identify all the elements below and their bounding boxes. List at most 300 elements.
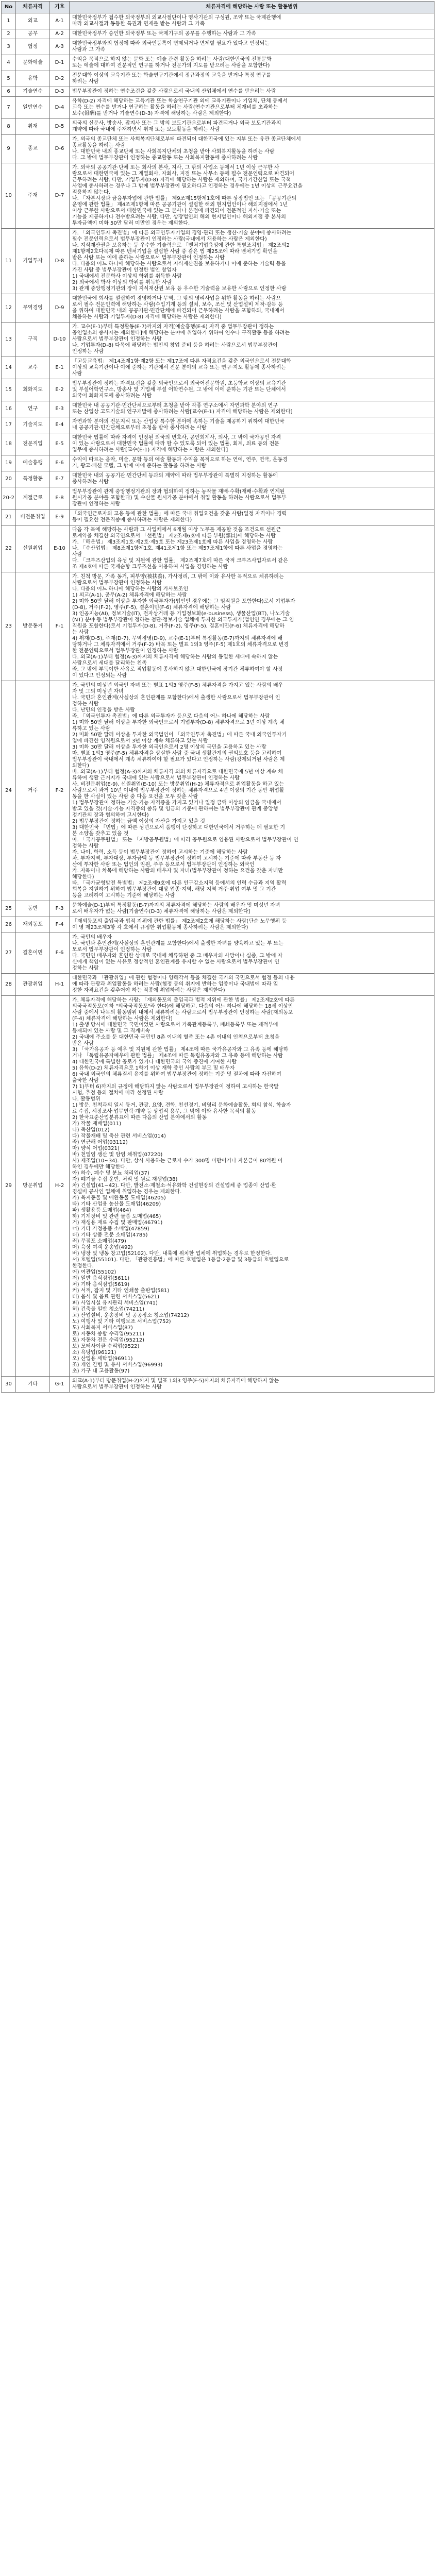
- status-name: 계절근로: [16, 487, 50, 510]
- table-row: [2, 135, 434, 163]
- description-line: 가진 사람 중 법무부장관이 인정한 법인 창업자: [72, 267, 177, 273]
- status-code: F-1: [50, 572, 70, 681]
- table-row: [2, 163, 434, 229]
- description-line: 버) 냉장 및 냉동 창고업(52102). 다만, 내륙에 위치한 업체에 취업하는 경우로 한정한다.: [72, 1251, 272, 1257]
- description-line: 사. 비전문취업(E-9), 선원취업(E-10) 또는 방문취업(H-2) 체류자격으로 취업활동을 하고 있는: [72, 782, 285, 787]
- row-number: 9: [2, 135, 16, 163]
- row-number: 18: [2, 433, 16, 455]
- status-name: 문화예술: [16, 55, 50, 71]
- row-number: 14: [2, 357, 16, 379]
- table-body: [2, 13, 434, 1393]
- description-line: 을 위하여 대한민국 내의 공공기관·민간단체에 파견되어 근무하려는 사람을 포함하되, 국내에서: [72, 308, 285, 314]
- row-number: 20: [2, 471, 16, 487]
- description-line: 시험, 추첨 등의 절차에 따라 선정된 사람: [72, 1090, 163, 1096]
- description-line: 모) 자동차 전문 수리업(95212): [72, 1337, 144, 1343]
- description-line: 라. 그 밖에 부득이한 사유로 직업활동에 종사하지 않고 대한민국에 장기간 체류하여야 할 사정: [72, 667, 283, 672]
- description-line: 산에 투자한 사람 또는 법인의 임원, 주주 등으로서 법무부장관이 인정하는 외국인: [72, 862, 255, 868]
- description-line: 바. 외교(A-1)부터 협정(A-3)까지의 체류자격 외의 체류자격으로 대한민국에 5년 이상 계속 체: [72, 769, 283, 775]
- row-number: 7: [2, 97, 16, 119]
- description-line: 사) 제조업(10~34). 다만, 상시 사용하는 근로자 수가 300명 미만이거나 자본금이 80억원 이: [72, 1158, 283, 1164]
- description-line: 외국어 회화지도에 종사하려는 사람: [72, 393, 152, 399]
- description-line: 법무부장관이 정하는 자격요건을 갖춘 외국인으로서 외국어전문학원, 초등학교 이상의 교육기관: [72, 381, 287, 386]
- description-line: 원시가공 분야를 포함한다) 및 수산물 원시가공 분야에서 취업 활동을 하려는 사람으로서 법무부: [72, 495, 287, 501]
- visa-status-table: [1, 1, 434, 1393]
- status-name: 방문동거: [16, 572, 50, 681]
- table-row: [2, 323, 434, 357]
- description-line: 하인 경우에만 해당한다.: [72, 1164, 127, 1170]
- status-code: F-3: [50, 901, 70, 917]
- description-line: 너) 기타 가정용품 소매업(47859): [72, 1226, 149, 1232]
- description-line: 하려는 사람: [72, 79, 99, 84]
- table-row: [2, 510, 434, 526]
- description-line: 나. 「수산업법」 제8조제1항제1호, 제41조제1항 또는 제57조제1항에 따른 사업을 경영하는: [72, 546, 283, 551]
- table-row: [2, 13, 434, 29]
- description-line: 거나 「독립유공자예우에 관한 법률」 제4조에 따른 독립유공자와 그 유족 등에 해당하는 사람: [72, 1053, 283, 1059]
- status-code: E-10: [50, 526, 70, 572]
- status-name: 무역경영: [16, 294, 50, 323]
- description-line: 라) 연근해 어업(03112): [72, 1140, 128, 1145]
- status-description: [70, 917, 434, 933]
- row-number: 1: [2, 13, 16, 29]
- description-line: 대한민국정부와의 협정에 따라 외국인등록이 면제되거나 면제할 필요가 있다고 인정되는: [72, 41, 270, 46]
- description-line: 1) 국내에서 전문학사 이상의 학위를 취득한 사람: [72, 274, 182, 279]
- table-row: [2, 917, 434, 933]
- description-line: 문화예술(D-1)부터 특정활동(E-7)까지의 체류자격에 해당하는 사람의 배우자 및 미성년 자녀: [72, 903, 280, 908]
- description-line: 자. 나이, 학력, 소득 등이 법무부장관이 정하여 고시하는 기준에 해당하는 사람: [72, 850, 248, 855]
- description-line: 제1항제2호다목에 따른 벤처기업을 설립한 사람 중 같은 법 제25조에 따라 벤처기업 확인을: [72, 249, 278, 255]
- description-line: 2) 한국표준산업분류표에 따른 다음의 산업 분야에서의 활동: [72, 1115, 207, 1121]
- description-line: 초) 가구 내 고용활동(97): [72, 1368, 130, 1374]
- description-line: 사람과 그 가족: [72, 47, 106, 53]
- description-line: 류하고 있는 사람: [72, 726, 110, 732]
- status-code: E-1: [50, 357, 70, 379]
- description-line: 2) 외국에서 학사 이상의 학위를 취득한 사람: [72, 280, 172, 285]
- description-line: 사람: [72, 371, 82, 377]
- description-line: 경설비 공사인 업체에 취업하는 경우는 제외한다.: [72, 1189, 182, 1195]
- table-row: [2, 471, 434, 487]
- table-row: [2, 401, 434, 417]
- description-line: 이 있다고 인정되는 사람: [72, 673, 127, 679]
- table-row: [2, 357, 434, 379]
- status-name: 선원취업: [16, 526, 50, 572]
- description-line: 따라 외교사절과 동등한 특권과 면제를 받는 사람과 그 가족: [72, 21, 205, 27]
- table-header-row: [2, 2, 434, 13]
- description-line: 사업에 종사하려는 경우나 그 밖에 법무부장관이 필요하다고 인정하는 경우에는 1년 이상의 근무요건을: [72, 183, 303, 189]
- description-line: 한 전문인력으로서 법무부장관이 인정하는 사람: [72, 648, 178, 654]
- description-line: 다. 「크루즈산업의 육성 및 지원에 관한 법률」 제2조제7호에 따른 국적 크루즈사업자로서 같은: [72, 558, 288, 564]
- description-line: 나. 국민과 혼인관계(사실상의 혼인관계를 포함한다)에서 출생한 자녀를 양육하고 있는 부 또는: [72, 941, 283, 946]
- description-line: 교육 또는 연수를 받거나 연구하는 활동을 하려는 사람(연수기관으로부터 체재비를 초과하는: [72, 105, 278, 110]
- description-line: 당하거나 그 체류자격에서 거주(F-2) 바목 또는 별표 1의3 영주(F-5) 제1호의 체류자격으로 변경: [72, 642, 289, 648]
- description-line: 나. 활동범위: [72, 1096, 101, 1102]
- description-line: 정기관의 장과 협의하여 고시한다): [72, 812, 149, 818]
- description-line: 1) 출생 당시에 대한민국 국민이었던 사람으로서 가족관계등록부, 폐쇄등록부 또는 제적부에: [72, 1022, 278, 1028]
- description-line: 파) 생활용품 도매업(464): [72, 1208, 131, 1213]
- status-name: 비전문취업: [16, 510, 50, 526]
- description-line: 신에게 책임이 없는 사유로 정상적인 혼인관계를 유지할 수 없는 사람으로서 법무부장관이 인: [72, 959, 280, 965]
- description-line: 동을 한 사실이 있는 사람 중 다음 요건을 모두 갖춘 사람: [72, 794, 198, 800]
- row-number: 6: [2, 87, 16, 97]
- status-name: 외교: [16, 13, 50, 29]
- description-line: 7) 1)부터 6)까지의 규정에 해당하지 않는 사람으로서 법무부장관이 정하여 고시하는 한국말: [72, 1084, 279, 1090]
- status-description: [70, 71, 434, 87]
- header-description: 체류자격에 해당하는 사람 또는 활동범위: [70, 2, 434, 13]
- status-name: 재외동포: [16, 917, 50, 933]
- description-line: 저) 일반 음식점업(5611): [72, 1276, 130, 1281]
- description-line: 받은 사람: [72, 1041, 94, 1046]
- description-line: 허) 건축물 일반 청소업(74211): [72, 1307, 144, 1312]
- description-line: 기, 광고·패션 모델, 그 밖에 이에 준하는 활동을 하려는 사람: [72, 463, 207, 469]
- description-line: 법무부장관이 관계 중앙행정기관의 장과 협의하여 정하는 농작물 재배·수확(재배·수확과 연계된: [72, 489, 285, 495]
- description-line: 가. 외국의 공공기관·단체 또는 회사의 본사, 지사, 그 밖의 사업소 등에서 1년 이상 근무한 사: [72, 165, 279, 171]
- status-code: E-7: [50, 471, 70, 487]
- description-line: 다. 난민의 인정을 받은 사람: [72, 707, 136, 713]
- status-name: 관광취업: [16, 974, 50, 996]
- description-line: 4) 대한민국에 특별한 공로가 있거나 대한민국의 국익 증진에 기여한 사람: [72, 1059, 237, 1065]
- description-line: 2) 국내에 주소를 둔 대한민국 국민인 8촌 이내의 혈족 또는 4촌 이내의 인척으로부터 초청을: [72, 1035, 280, 1040]
- description-line: 나) 축산업(012): [72, 1127, 110, 1133]
- description-line: 어) 여관업(55102): [72, 1269, 116, 1275]
- description-line: 필수 전문인력으로서 법무부장관이 인정하는 사람(국내에서 채용하는 사람은 제외한다): [72, 236, 267, 242]
- status-name: 예술흥행: [16, 455, 50, 471]
- description-line: 사람으로서 법무부장관이 인정하는 사람: [72, 1384, 162, 1390]
- table-row: [2, 996, 434, 1377]
- description-line: 대한민국정부가 승인한 외국정부 또는 국제기구의 공무를 수행하는 사람과 그 가족: [72, 31, 257, 37]
- description-line: 받은 사람 또는 이에 준하는 사람으로서 법무부장관이 인정하는 사람: [72, 255, 225, 261]
- status-description: [70, 163, 434, 229]
- row-number: 13: [2, 323, 16, 357]
- status-description: [70, 1377, 434, 1393]
- description-line: 장관이 인정하는 사람: [72, 501, 121, 507]
- status-description: [70, 487, 434, 510]
- description-line: 3) 「국가유공자 등 예우 및 지원에 관한 법률」 제4조에 따른 국가유공자와 그 유족 등에 해당하: [72, 1047, 289, 1053]
- description-line: 법무부장관이 국내에서 계속 체류하여야 할 필요가 있다고 인정하는 사람(강제퇴거된 사람은 제: [72, 757, 285, 762]
- description-line: 자 및 그의 미성년 자녀: [72, 689, 124, 694]
- description-line: 회복을 지원하기 위하여 법무부장관이 대상 업종·지역, 해당 지역 거주·취업 여부 및 그 기간: [72, 887, 276, 892]
- status-description: [70, 87, 434, 97]
- description-line: 바) 천일염 생산 및 암염 채취업(07220): [72, 1152, 163, 1158]
- description-line: 다. 다음의 어느 하나에 해당하는 사람으로서 지식재산권을 보유하거나 이에 준하는 기술력 등을: [72, 261, 286, 267]
- row-number: 29: [2, 996, 16, 1377]
- description-line: 타) 기타 산업용 농산물 도매업(46209): [72, 1201, 161, 1207]
- row-number: 10: [2, 163, 16, 229]
- description-line: 업에 파견한 임직원으로서 3년 이상 계속 체류하고 있는 사람: [72, 738, 208, 744]
- description-line: 또는 예술에 대하여 전문적인 연구를 하거나 전문가의 지도를 받으려는 사람을 포함한다): [72, 63, 270, 69]
- description-line: 전문대학 이상의 교육기관 또는 학술연구기관에서 정규과정의 교육을 받거나 특정 연구를: [72, 73, 272, 78]
- description-line: 가. 친척 방문, 가족 동거, 피부양(被扶養), 가사정리, 그 밖에 이와 유사한 목적으로 체류하려는: [72, 574, 284, 580]
- description-line: 보수(報酬)를 받거나 기술연수(D-3) 자격에 해당하는 사람은 제외한다): [72, 111, 231, 116]
- header-status-name: 체류자격: [16, 2, 50, 13]
- description-line: 에 따라 관광과 취업활동을 하려는 사람(협정 등의 취지에 반하는 업종이나 국내법에 따라 일: [72, 981, 278, 987]
- description-line: 모로서 법무부장관이 인정하는 사람: [72, 947, 152, 953]
- status-name: 특정활동: [16, 471, 50, 487]
- table-row: [2, 39, 434, 55]
- status-name: 공무: [16, 29, 50, 39]
- table-row: [2, 1377, 434, 1393]
- description-line: 1) 외교(A-1), 공무(A-2) 체류자격에 해당하는 사람: [72, 592, 188, 598]
- description-line: 업무에 종사하려는 사람[교수(E-1) 자격에 해당하는 사람은 제외한다]: [72, 447, 228, 453]
- table-row: [2, 933, 434, 974]
- description-line: 커) 서적, 잡지 및 기타 인쇄물 출판업(581): [72, 1288, 170, 1294]
- status-code: A-3: [50, 39, 70, 55]
- description-line: 머) 육상 여객 운송업(492): [72, 1245, 133, 1250]
- row-number: 28: [2, 974, 16, 996]
- status-code: F-2: [50, 681, 70, 901]
- description-line: 운영에 관한 법률」 제4조제1항에 따른 공공기관이 설립한 해외 현지법인이나 해외지점에서 1년: [72, 202, 288, 208]
- description-line: 또는 산업상 고도기술의 연구개발에 종사하려는 사람[교수(E-1) 자격에 해당하는 사람은 제외한다]: [72, 409, 293, 415]
- description-line: 대한민국 법률에 따라 자격이 인정된 외국의 변호사, 공인회계사, 의사, 그 밖에 국가공인 자격: [72, 435, 281, 440]
- description-line: 인정하는 사람: [72, 349, 104, 354]
- description-line: 3) 관계 중앙행정기관의 장이 지식재산권 보유 등 우수한 기술력을 보유한 사람으로 인정한 사람: [72, 286, 287, 292]
- status-code: H-2: [50, 996, 70, 1377]
- status-name: 기업투자: [16, 229, 50, 294]
- row-number: 24: [2, 681, 16, 901]
- description-line: 보) 모터사이클 수리업(9522): [72, 1344, 140, 1349]
- description-line: 사람 중에서 나목의 활동범위 내에서 체류하려는 사람으로서 법무부장관이 인정하는 사람[재외동포: [72, 1010, 293, 1015]
- description-line: 가. 교수(E-1)부터 특정활동(E-7)까지의 자격[예술흥행(E-6) 자격 중 법무부장관이 정하는: [72, 324, 274, 330]
- description-line: 자) 폐기물 수집 운반, 처리 및 원료 재생업(38): [72, 1177, 178, 1182]
- description-line: 기능을 제공하거나 전수받으려는 사람. 다만, 상장법인의 해외 현지법인이나 해외지점 중 본사의: [72, 214, 286, 220]
- description-line: 3) 미화 30만 달러 이상을 투자한 외국인으로서 2명 이상의 국민을 고용하고 있는 사람: [72, 744, 266, 750]
- status-description: [70, 681, 434, 901]
- description-line: 도) 사회복지 서비스업(87): [72, 1325, 133, 1331]
- status-description: [70, 294, 434, 323]
- description-line: 종사하려는 사람: [72, 479, 109, 485]
- status-name: 기술지도: [16, 417, 50, 433]
- description-line: 정하는 사람: [72, 701, 99, 707]
- status-description: [70, 901, 434, 917]
- description-line: 「재외동포의 출입국과 법적 지위에 관한 법률」 제2조제2호에 해당하는 사람(단순 노무행위 등: [72, 919, 287, 924]
- status-name: 취재: [16, 119, 50, 135]
- description-line: 로계약을 체결한 외국인으로서 「선원법」 제2조제6호에 따른 부원(部員)에 해당하는 사람: [72, 533, 276, 539]
- description-line: 류하여 생활 근거지가 국내에 있는 사람으로서 법무부장관이 인정하는 사람: [72, 775, 240, 781]
- description-line: 나. 기업투자(D-8) 다목에 해당하는 법인의 창업 준비 등을 하려는 사람으로서 법무부장관이: [72, 343, 278, 348]
- status-description: [70, 417, 434, 433]
- description-line: 등을 고려하여 고시하는 기준에 해당하는 사람: [72, 893, 175, 899]
- description-line: 수익을 목적으로 하지 않는 문화 또는 예술 관련 활동을 하려는 사람(대한민국의 전통문화: [72, 57, 272, 62]
- description-line: 외국국적동포(이하 "외국국적동포"라 한다)에 해당하고, 다음의 어느 하나에 해당하는 18세 이상인: [72, 1004, 293, 1009]
- status-code: E-5: [50, 433, 70, 455]
- row-number: 15: [2, 379, 16, 401]
- description-line: 거) 재생용 재료 수집 및 판매업(46791): [72, 1220, 163, 1226]
- description-line: 대한민국에 회사를 설립하여 경영하거나 무역, 그 밖의 영리사업을 위한 활동을 하려는 사람으: [72, 296, 281, 301]
- status-description: [70, 510, 434, 526]
- description-line: 외국의 신문사, 방송사, 잡지사 또는 그 밖의 보도기관으로부터 파견되거나 외국 보도기관과의: [72, 121, 281, 126]
- description-line: 1) 법무부장관이 정하는 기술·기능 자격증을 가지고 있거나 일정 금액 이상의 임금을 국내에서: [72, 800, 281, 806]
- description-line: 유학(D-2) 자격에 해당하는 교육기관 또는 학술연구기관 외에 교육기관이나 기업체, 단체 등에서: [72, 98, 288, 104]
- status-description: [70, 471, 434, 487]
- status-name: 거주: [16, 681, 50, 901]
- status-code: D-5: [50, 119, 70, 135]
- row-number: 17: [2, 417, 16, 433]
- description-line: 투자금액이 미화 50만 달러 미만인 경우는 제외한다.: [72, 221, 190, 226]
- description-line: 는 사람: [72, 630, 89, 635]
- status-name: 동반: [16, 901, 50, 917]
- status-description: [70, 357, 434, 379]
- description-line: 사람으로서 세대를 달리하는 친족: [72, 660, 147, 666]
- description-line: 정한 자격요건을 갖추어야 하는 직종에 취업하려는 사람은 제외한다): [72, 988, 225, 993]
- row-number: 30: [2, 1377, 16, 1393]
- description-line: 3) 대한민국 「민법」에 따른 성년으로서 품행이 단정하고 대한민국에서 거주하는 데 필요한 기: [72, 825, 285, 831]
- description-line: 러) 무점포 소매업(479): [72, 1239, 126, 1244]
- status-name: 유학: [16, 71, 50, 87]
- description-line: 터) 음식 및 음료 관련 서비스업(5621): [72, 1294, 159, 1300]
- description-line: 「고등교육법」 제14조제1항·제2항 또는 제17조에 따른 자격요건을 갖춘 외국인으로서 전문대학: [72, 359, 291, 364]
- description-line: 사람으로서 법무부장관이 인정하는 사람: [72, 580, 162, 586]
- table-row: [2, 487, 434, 510]
- description-line: 아. 「국가공무원법」 또는 「지방공무원법」에 따라 공무원으로 임용된 사람으로서 법무부장관이 인: [72, 837, 298, 843]
- description-line: 다음 각 목에 해당하는 사람과 그 사업체에서 6개월 이상 노무를 제공할 것을 조건으로 선원근: [72, 527, 281, 533]
- row-number: 11: [2, 229, 16, 294]
- description-line: 3) 인공지능(AI), 정보기술(IT), 전자상거래 등 기업정보화(e-business), 생물산업(BT), 나노기술: [72, 611, 290, 617]
- description-line: 외교(A-1)부터 방문취업(H-2)까지 및 별표 1의3 영주(F-5)까지의 체류자격에 해당하지 않는: [72, 1378, 279, 1384]
- status-code: D-1: [50, 55, 70, 71]
- description-line: 5) 유학(D-2) 체류자격으로 1학기 이상 재학 중인 사람의 부모 및 배우자: [72, 1065, 235, 1071]
- description-line: 아) 하수, 폐수 및 분뇨 처리업(37): [72, 1171, 149, 1176]
- description-line: 직원을 포함한다)로서 기업투자(D-8), 거주(F-2), 영주(F-5), 결혼이민(F-6) 체류자격에 해당하: [72, 623, 285, 629]
- row-number: 27: [2, 933, 16, 974]
- row-number: 3: [2, 39, 16, 55]
- description-line: 다. 국민인 배우자와 혼인한 상태로 국내에 체류하던 중 그 배우자의 사망이나 실종, 그 밖에 자: [72, 953, 283, 959]
- description-line: 이 영 제23조제3항 각 호에서 규정한 취업활동에 종사하려는 사람은 제외한다): [72, 925, 248, 930]
- status-code: E-2: [50, 379, 70, 401]
- status-code: D-2: [50, 71, 70, 87]
- description-line: 계약에 따라 국내에 주재하면서 취재 또는 보도활동을 하려는 사람: [72, 127, 220, 132]
- status-code: E-6: [50, 455, 70, 471]
- description-line: 카. 자목이나 차목에 해당하는 사람의 배우자 및 자녀(법무부장관이 정하는 요건을 갖춘 자녀만: [72, 868, 283, 874]
- status-code: E-3: [50, 401, 70, 417]
- description-line: 적용하지 않는다.: [72, 190, 110, 195]
- description-line: (F-4) 체류자격에 해당하는 사람은 제외한다]: [72, 1016, 173, 1022]
- header-no: No: [2, 2, 16, 13]
- description-line: 나. 지식재산권을 보유하는 등 우수한 기술력으로 「벤처기업육성에 관한 특별조치법」 제2조의2: [72, 243, 290, 248]
- description-line: 공연업소의 종사자는 제외한다]에 해당하는 분야에 취업하기 위하여 연수나 구직활동 등을 하려는: [72, 330, 290, 336]
- row-number: 4: [2, 55, 16, 71]
- status-name: 결혼이민: [16, 933, 50, 974]
- description-line: 사람: [72, 552, 82, 557]
- status-description: [70, 55, 434, 71]
- description-line: 한정한다.: [72, 1263, 94, 1269]
- header-status-code: 기호: [50, 2, 70, 13]
- description-line: 채용하는 사람과 기업투자(D-8) 자격에 해당하는 사람은 제외한다): [72, 314, 222, 320]
- status-description: [70, 526, 434, 572]
- status-description: [70, 974, 434, 996]
- status-code: D-7: [50, 163, 70, 229]
- description-line: 이상의 교육기관이나 이에 준하는 기관에서 전문 분야의 교육 또는 연구·지도 활동에 종사하려는: [72, 365, 286, 370]
- description-line: 가. 「해운법」 제3조제1호·제2호·제5호 또는 제23조제1호에 따른 사업을 경영하는 사람: [72, 539, 273, 545]
- description-line: 차) 건설업(41~42). 다만, 발전소·제철소·석유화학 건설현장의 건설업체 중 업종이 산업·환: [72, 1183, 276, 1189]
- description-line: 차. 투자지역, 투자대상, 투자금액 등 법무부장관이 정하여 고시하는 기준에 따라 부동산 등 자: [72, 856, 281, 861]
- description-line: (D-8), 거주(F-2), 영주(F-5), 결혼이민(F-6) 체류자격에 해당하는 사람: [72, 605, 231, 611]
- status-description: [70, 379, 434, 401]
- status-name: 협정: [16, 39, 50, 55]
- description-line: 더) 기타 상품 전문 소매업(4785): [72, 1232, 148, 1238]
- status-description: [70, 135, 434, 163]
- status-description: [70, 433, 434, 455]
- description-line: 라. 「외국인투자 촉진법」에 따른 외국투자가 등으로 다음의 어느 하나에 해당하는 사람: [72, 714, 270, 719]
- row-number: 20-2: [2, 487, 16, 510]
- status-name: 교수: [16, 357, 50, 379]
- description-line: 정하는 사람: [72, 965, 99, 971]
- description-line: 2) 미화 50만 달러 이상을 투자한 외국법인이 「외국인투자 촉진법」에 따른 국내 외국인투자기: [72, 732, 287, 738]
- description-line: 본 소양을 갖추고 있을 것: [72, 831, 129, 837]
- status-code: D-3: [50, 87, 70, 97]
- table-row: [2, 97, 434, 119]
- row-number: 16: [2, 401, 16, 417]
- description-line: 1) 미화 50만 달러 이상을 투자한 외국인으로서 기업투자(D-8) 체류자격으로 3년 이상 계속 체: [72, 720, 285, 725]
- status-description: [70, 29, 434, 39]
- description-line: 다) 작물재배 및 축산 관련 서비스업(014): [72, 1133, 166, 1139]
- status-code: E-8: [50, 487, 70, 510]
- status-description: [70, 933, 434, 974]
- description-line: (NT) 분야 등 법무부장관이 정하는 첨단·정보기술 업체에 투자한 외국투자가(법인인 경우에는 그 임: [72, 617, 294, 623]
- description-line: 가. 체류자격에 해당하는 사람: 「재외동포의 출입국과 법적 지위에 관한 법률」 제2조제2호에 따른: [72, 997, 295, 1003]
- status-description: [70, 119, 434, 135]
- description-line: 하) 기계장비 및 관련 물품 도매업(465): [72, 1214, 161, 1219]
- description-line: 나. 다음의 어느 하나에 해당하는 사람의 가사보조인: [72, 586, 189, 592]
- table-row: [2, 29, 434, 39]
- description-line: 나. 대한민국 내의 종교단체 또는 사회복지단체의 초청을 받아 사회복지활동을 하려는 사람: [72, 149, 275, 155]
- description-line: 타. 「국가균형발전 특별법」 제2조제9호에 따른 인구감소지역 등에서의 인력 수급과 지역 활력: [72, 880, 287, 886]
- status-name: 일반연수: [16, 97, 50, 119]
- table-row: [2, 901, 434, 917]
- description-line: 소) 욕탕업(96121): [72, 1350, 116, 1355]
- description-line: 사람으로서 법무부장관이 인정하는 사람: [72, 336, 162, 342]
- table-row: [2, 71, 434, 87]
- description-line: 퍼) 사업시설 유지관리 서비스업(741): [72, 1300, 158, 1306]
- row-number: 12: [2, 294, 16, 323]
- description-line: 다. 그 밖에 법무부장관이 인정하는 종교활동 또는 사회복지활동에 종사하려는 사람: [72, 155, 258, 161]
- description-line: 가) 작물 재배업(011): [72, 1121, 122, 1127]
- row-number: 26: [2, 917, 16, 933]
- description-line: 해당한다): [72, 874, 94, 880]
- status-description: [70, 39, 434, 55]
- table-row: [2, 119, 434, 135]
- table-row: [2, 974, 434, 996]
- description-line: 대한민국과 「관광취업」에 관한 협정이나 양해각서 등을 체결한 국가의 국민으로서 협정 등의 내용: [72, 975, 295, 981]
- status-description: [70, 455, 434, 471]
- description-line: 사람으로서 과거 10년 이내에 법무부장관이 정하는 체류자격으로 4년 이상의 기간 동안 취업활: [72, 788, 285, 793]
- status-description: [70, 572, 434, 681]
- description-line: 대한민국 내 공공기관·민간단체으로부터 초청을 받아 각종 연구소에서 자연과학 분야의 연구: [72, 403, 278, 409]
- status-name: 기타: [16, 1377, 50, 1393]
- table-row: [2, 229, 434, 294]
- status-name: 구직: [16, 323, 50, 357]
- description-line: 고) 산업설비, 운송장비 및 공공장소 청소업(74212): [72, 1313, 189, 1318]
- description-line: 내 공공기관·민간단체으로부터 초청을 받아 종사하려는 사람: [72, 425, 207, 431]
- table-row: [2, 294, 434, 323]
- status-name: 회화지도: [16, 379, 50, 401]
- status-description: [70, 323, 434, 357]
- description-line: 카) 육지동물 및 애완동물 도매업(46205): [72, 1195, 166, 1201]
- description-line: 정하는 사람: [72, 843, 99, 849]
- status-code: A-2: [50, 29, 70, 39]
- description-line: 수익이 따르는 음악, 미술, 문학 등의 예술 활동과 수익을 목적으로 하는 연예, 연주, 연극, 운동경: [72, 457, 288, 463]
- description-line: 1) 방문, 친척과의 일시 동거, 관광, 요양, 견학, 친선경기, 비영리 문화예술활동, 회의 참석, 학술자: [72, 1103, 291, 1108]
- description-line: 마. 별표 1의3 영주(F-5) 체류자격을 상실한 사람 중 국내 생활관계의 권익보호 등을 고려하여: [72, 751, 282, 756]
- description-line: 가. 외국의 종교단체 또는 사회복지단체로부터 파견되어 대한민국에 있는 지부 또는 유관 종교단체에서: [72, 137, 301, 142]
- description-line: 노) 여행사 및 기타 여행보조 서비스업(752): [72, 1319, 171, 1325]
- table-row: [2, 433, 434, 455]
- description-line: 받고 있을 것(기술·기능 자격증의 종류 및 임금의 기준에 관하여는 법무부장관이 관계 중앙행: [72, 806, 278, 812]
- status-name: 주재: [16, 163, 50, 229]
- status-description: [70, 401, 434, 417]
- status-name: 전문직업: [16, 433, 50, 455]
- description-line: 마) 양식 어업(0321): [72, 1146, 120, 1151]
- table-row: [2, 455, 434, 471]
- description-line: 료 수집, 시장조사·업무연락·계약 등 상업적 용무, 그 밖에 이와 유사한 목적의 활동: [72, 1109, 256, 1114]
- row-number: 25: [2, 901, 16, 917]
